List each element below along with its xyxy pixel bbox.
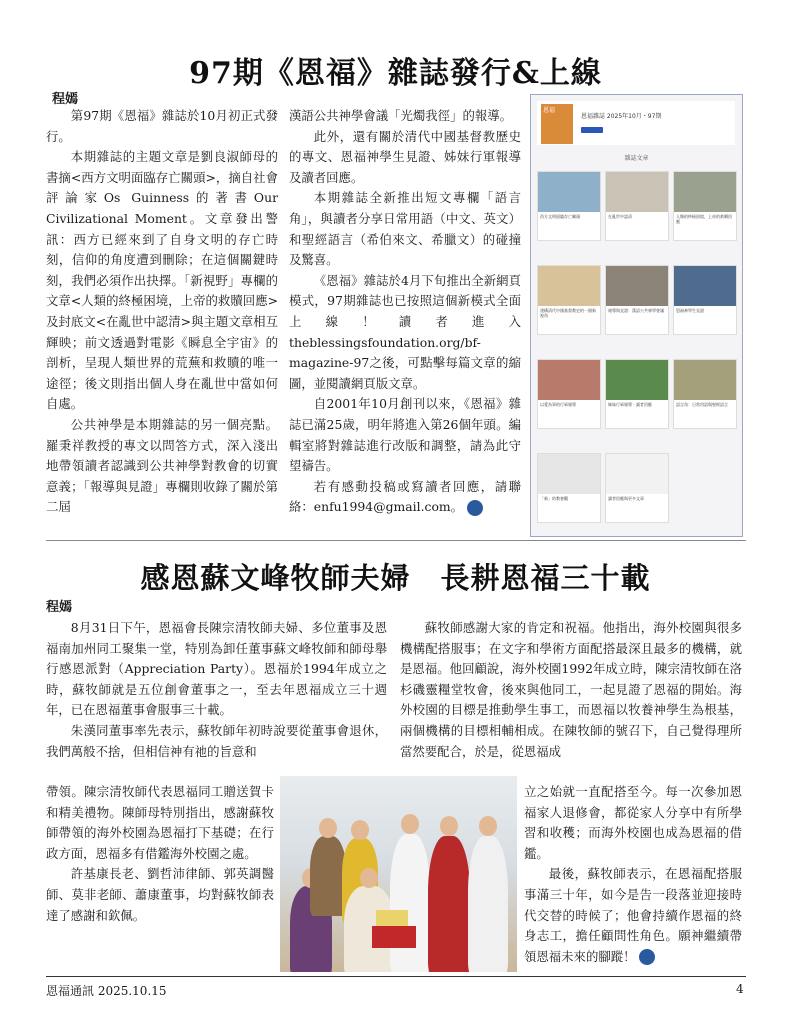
thumb-caption: 「新」的教會觀 — [540, 496, 568, 501]
cake-box — [372, 926, 416, 948]
article-column-left-bottom — [46, 782, 274, 926]
thumb-caption: 報導與見證：漢語公共神學會議 — [608, 308, 664, 313]
mockup-article-thumb — [673, 359, 737, 429]
author-name: 程嫣 — [46, 600, 73, 615]
thumb-caption: 人類的終極困境，上帝的救贖回應 — [676, 214, 732, 224]
paragraph — [289, 477, 521, 518]
article-column-right-bottom — [524, 782, 742, 967]
mockup-article-thumb — [605, 265, 669, 335]
paragraph: 朱漢同董事率先表示，蘇牧師年初時說要從董事會退休，我們萬般不捨，但相信神有祂的旨意和 — [46, 722, 387, 759]
gift-box — [376, 910, 408, 926]
person-figure — [390, 834, 430, 972]
paragraph: 《恩福》雜誌於4月下旬推出全新網頁模式，97期雜誌也已按照這個新模式全面上線！讀者進入theblessingsfoundation.org/bf-magazine-97之後，可點擊每篇文章的縮圖，並閱讀網頁版文章。 — [289, 272, 521, 391]
paragraph: 本期雜誌的主題文章是劉良淑師母的書摘<西方文明面臨存亡關頭>，摘自社會評論家Os Guinness的著書Our Civilizational Moment。文章發出警訊：西方已經來到了自身文明的存亡時刻，信仰的角度遭到刪除；在這個關鍵時刻，我們必須作出抉擇。「新視野」專欄的文章<人類的終極困境，上帝的救贖回應>及封底文<在亂世中認清>與主題文章相互輝映；前文透過對電影《瞬息全宇宙》的剖析，呈現人類世界的荒蕪和救贖的唯一途徑；後文則指出個人身在亂世中當如何自處。 — [46, 149, 278, 412]
person-head — [401, 814, 419, 834]
article-column-left-top — [46, 618, 387, 762]
paragraph: 8月31日下午，恩福會長陳宗清牧師夫婦、多位董事及恩福南加州同工聚集一堂，特別為卸任董事蘇文峰牧師和師母舉行感恩派對（Appreciation Party）。恩福於1994年成立之時，蘇牧師就是五位創會董事之一，至去年恩福成立三十週年，已在恩福董事會服事三十載。 — [46, 620, 387, 718]
mockup-header — [537, 101, 735, 145]
paragraph: 許基康長老、劉哲沛律師、郭英調醫師、莫非老師、蕭康董事，均對蘇牧師表達了感謝和欽佩。 — [46, 866, 274, 923]
person-figure — [468, 836, 508, 972]
paragraph: 公共神學是本期雜誌的另一個亮點。羅秉祥教授的專文以問答方式，深入淺出地帶領讀者認識到公共神學對教會的切實意義；「報導與見證」專欄則收錄了關於第二屆 — [46, 416, 278, 515]
thumb-caption: 在亂世中認清 — [608, 214, 632, 219]
article-title: 感恩蘇文峰牧師夫婦 長耕恩福三十載 — [140, 561, 651, 595]
thumb-caption: 讀者回應與更多文章 — [608, 496, 644, 501]
thumb-image — [606, 454, 668, 494]
paragraph: 此外，還有關於清代中國基督教歷史的專文、恩福神學生見證、姊妹行軍報導及讀者回應。 — [289, 128, 521, 185]
section-divider — [46, 540, 746, 541]
thumb-image — [606, 266, 668, 306]
mockup-article-thumb — [605, 359, 669, 429]
paragraph: 立之始就一直配搭至今。每一次參加恩福家人退修會，都從家人分享中有所學習和收穫；而海外校園也成為恩福的借鑑。 — [524, 784, 742, 861]
paragraph: 漢語公共神學會議「光燭我徑」的報導。 — [289, 108, 513, 123]
mockup-article-thumb — [605, 171, 669, 241]
thumb-image — [674, 172, 736, 212]
thumb-image — [674, 360, 736, 400]
page-number: 4 — [736, 982, 744, 996]
thumb-image — [538, 266, 600, 306]
person-figure — [428, 836, 470, 972]
person-figure — [310, 836, 346, 916]
magazine-webpage-screenshot — [530, 94, 743, 537]
mockup-article-thumb — [537, 171, 601, 241]
footer-publication: 恩福通訊 2025.10.15 — [46, 984, 167, 998]
article-column-left — [46, 106, 278, 518]
thumb-caption: 建構清代中國基督教史的一個新視角 — [540, 308, 596, 318]
paragraph — [524, 864, 742, 967]
magazine-cover-image — [541, 104, 573, 144]
author-name: 程嫣 — [52, 92, 79, 107]
paragraph: 帶領。陳宗清牧師代表恩福同工贈送賀卡和精美禮物。陳師母特別指出，感謝蘇牧師帶領的海外校園為恩福打下基礎；在行政方面，恩福多有借鑑海外校園之處。 — [46, 784, 274, 861]
person-head — [319, 818, 337, 838]
mockup-article-thumb — [673, 171, 737, 241]
person-head — [351, 820, 369, 840]
ef-logo-icon: EF — [639, 949, 655, 965]
mockup-article-thumb — [605, 453, 669, 523]
thumb-image — [674, 266, 736, 306]
ef-logo-icon: EF — [467, 500, 483, 516]
person-head — [440, 816, 458, 836]
cover-label: 恩福 — [543, 107, 556, 114]
thumb-caption: 語言角：日常用語與聖經語言 — [676, 402, 728, 407]
paragraph: 本期雜誌全新推出短文專欄「語言角」，與讀者分享日常用語（中文、英文）和聖經語言（希伯來文、希臘文）的碰撞及驚喜。 — [289, 190, 521, 268]
person-head — [360, 868, 378, 888]
thumb-image — [606, 360, 668, 400]
footer-rule — [46, 976, 746, 977]
mockup-article-thumb — [537, 359, 601, 429]
thumb-caption: 姊妹行軍報導 · 讀者回應 — [608, 402, 652, 407]
paragraph: 第97期《恩福》雜誌於10月初正式發行。 — [46, 108, 278, 144]
article-title: 97期《恩福》雜誌發行&上線 — [189, 56, 602, 91]
mockup-article-thumb — [537, 265, 601, 335]
paragraph: 蘇牧師感謝大家的肯定和祝福。他指出，海外校園與很多機構配搭服事；在文字和學術方面配搭最深且最多的機構，就是恩福。他回顧說，海外校園1992年成立時，陳宗清牧師在洛杉磯靈糧堂牧會，後來與他同工，一起見證了恩福的開始。海外校園的目標是推動學生事工，而恩福以牧養神學生為根基，兩個機構的目標相輔相成。在陳牧師的號召下，自己覺得理所當然要配合，於是，從恩福成 — [400, 620, 742, 759]
mockup-article-thumb — [673, 265, 737, 335]
article-column-right — [289, 106, 521, 518]
person-head — [479, 816, 497, 836]
thumb-image — [538, 172, 600, 212]
mockup-article-thumb — [537, 453, 601, 523]
paragraph: 自2001年10月創刊以來，《恩福》雜誌已滿25歲，明年將進入第26個年頭。編輯室將對雜誌進行改版和調整，請為此守望禱告。 — [289, 396, 521, 474]
mockup-header-title: 恩福雜誌 2025年10月・97期 — [581, 113, 662, 120]
mockup-button — [581, 127, 603, 133]
thumb-image — [538, 360, 600, 400]
thumb-image — [606, 172, 668, 212]
thumb-caption: 以愛為事的行軍報導 — [540, 402, 576, 407]
thumb-caption: 恩福神學生見證 — [676, 308, 704, 313]
contact-text: 若有感動投稿或寫讀者回應，請聯絡：enfu1994@gmail.com。 — [289, 478, 521, 515]
thumb-image — [538, 454, 600, 494]
article-column-right-top — [400, 618, 742, 762]
closing-text: 最後，蘇牧師表示，在恩福配搭服事滿三十年，如今是告一段落並迎接時代交替的時候了；他會持續作恩福的終身志工，擔任顧問性角色。願神繼續帶領恩福未來的腳蹤！ — [524, 866, 742, 964]
mockup-section-label: 雜誌文章 — [624, 155, 649, 162]
group-photo — [280, 776, 517, 972]
thumb-caption: 西方文明面臨存亡關頭 — [540, 214, 580, 219]
